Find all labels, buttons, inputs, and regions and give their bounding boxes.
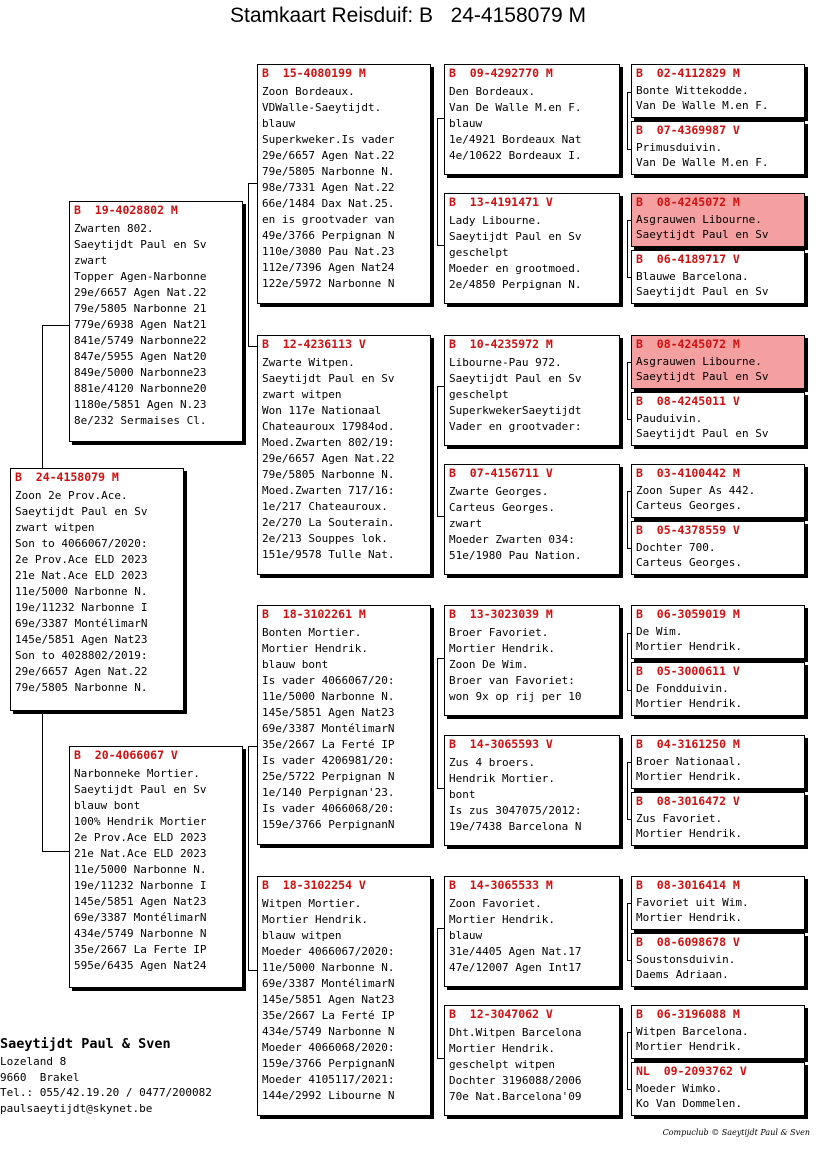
owner-name: Saeytijdt Paul & Sven (0, 1036, 171, 1052)
card-line: 100% Hendrik Mortier (74, 815, 207, 828)
card-line: 79e/5805 Narbonne 21 (74, 302, 207, 315)
connector-line (437, 516, 444, 517)
card-line: Zoon De Wim. (449, 658, 529, 671)
card-line: 21e Nat.Ace ELD 2023 (74, 847, 207, 860)
ring-number: B 12-4236113 V (262, 337, 366, 351)
card-line: Superkweker.Is vader (262, 133, 395, 146)
owner-email: paulsaeytijdt@skynet.be (0, 1101, 153, 1115)
card-line: 21e Nat.Ace ELD 2023 (15, 569, 148, 582)
card-line: Saeytijdt Paul en Sv (74, 783, 207, 796)
card-line: zwart witpen (15, 521, 95, 534)
card-line: 29e/6657 Agen Nat.22 (262, 149, 395, 162)
card-line: 849e/5000 Narbonne23 (74, 366, 207, 379)
pigeon-card-great-great-grandparent (631, 605, 805, 659)
card-line: Zwarte Witpen. (262, 356, 355, 369)
ring-number: B 19-4028802 M (74, 203, 178, 217)
ring-number: B 20-4066067 V (74, 748, 178, 762)
card-line: 159e/3766 PerpignanN (262, 818, 395, 831)
card-line: Zoon 2e Prov.Ace. (15, 489, 128, 502)
card-line: 69e/3387 MontélimarN (15, 617, 148, 630)
card-line: 779e/6938 Agen Nat21 (74, 318, 207, 331)
connector-line (42, 325, 69, 326)
ring-number: B 18-3102261 M (262, 607, 366, 621)
card-line: 2e/270 La Souterain. (262, 516, 395, 529)
card-line: geschelpt witpen (449, 1058, 555, 1071)
card-line: zwart (74, 254, 108, 267)
card-line: 69e/3387 MontélimarN (74, 911, 207, 924)
pigeon-card-great-great-grandparent (631, 1062, 805, 1116)
connector-line (248, 346, 257, 347)
connector-line (437, 928, 444, 929)
pigeon-card-great-great-grandparent (631, 792, 805, 846)
pigeon-card-great-great-grandparent (631, 662, 805, 716)
ring-number: B 08-3016414 M (636, 878, 740, 892)
card-line: 434e/5749 Narbonne N (262, 1025, 395, 1038)
card-line: Topper Agen-Narbonne (74, 270, 207, 283)
card-line: 29e/6657 Agen Nat.22 (15, 665, 148, 678)
pigeon-card-great-grandparent (444, 876, 620, 987)
card-line: 79e/5805 Narbonne N. (262, 165, 395, 178)
card-line: 2e Prov.Ace ELD 2023 (15, 553, 148, 566)
card-line: 35e/2667 La Ferte IP (74, 943, 207, 956)
pigeon-card-subject (10, 468, 184, 711)
connector-line (437, 788, 444, 789)
card-line: 35e/2667 La Ferté IP (262, 738, 395, 751)
connector-line (248, 746, 249, 970)
card-line: Broer Favoriet. (449, 626, 549, 639)
connector-line (627, 362, 628, 419)
ring-number: B 14-3065533 M (449, 878, 553, 892)
owner-city: 9660 Brakel (0, 1070, 80, 1084)
card-line: 11e/5000 Narbonne N. (262, 690, 395, 703)
card-line: VDWalle-Saeytijdt. (262, 101, 382, 114)
card-line: Is vader 4066068/20: (262, 802, 395, 815)
card-line: 144e/2992 Libourne N (262, 1089, 395, 1102)
card-line: 19e/7438 Barcelona N (449, 820, 582, 833)
card-line: 1e/140 Perpignan'23. (262, 786, 395, 799)
connector-line (627, 220, 628, 277)
connector-line (42, 851, 69, 852)
card-line: 98e/7331 Agen Nat.22 (262, 181, 395, 194)
page-title: Stamkaart Reisduif: B 24-4158079 M (229, 4, 586, 27)
card-line: Favoriet uit Wim. (636, 896, 749, 909)
connector-line (437, 118, 438, 245)
card-line: 881e/4120 Narbonne20 (74, 382, 207, 395)
card-line: Dochter 3196088/2006 (449, 1074, 582, 1087)
card-line: Mortier Hendrik. (636, 697, 742, 710)
card-line: 11e/5000 Narbonne N. (74, 863, 207, 876)
pigeon-card-great-great-grandparent (631, 121, 805, 175)
card-line: 69e/3387 MontélimarN (262, 722, 395, 735)
card-line: Saeytijdt Paul en Sv (262, 372, 395, 385)
card-line: zwart witpen (262, 388, 342, 401)
ring-number: B 04-3161250 M (636, 737, 740, 751)
card-line: 31e/4405 Agen Nat.17 (449, 945, 582, 958)
ring-number: B 05-4378559 V (636, 523, 740, 537)
pigeon-card-great-grandparent (444, 1005, 620, 1116)
card-line: Saeytijdt Paul en Sv (15, 505, 148, 518)
card-line: Carteus Georges. (449, 501, 555, 514)
pigeon-card-great-grandparent (444, 193, 620, 304)
connector-line (437, 658, 444, 659)
connector-line (248, 183, 257, 184)
card-line: 70e Nat.Barcelona'09 (449, 1090, 582, 1103)
pigeon-card-great-great-grandparent (631, 876, 805, 930)
card-line: blauw witpen (262, 929, 342, 942)
card-line: De Wim. (636, 625, 683, 638)
pigeon-card-great-great-grandparent (631, 193, 805, 247)
ring-number: B 13-4191471 V (449, 195, 553, 209)
card-line: Bonten Mortier. (262, 626, 362, 639)
card-line: blauw bont (74, 799, 141, 812)
pigeon-card-great-grandparent (444, 64, 620, 175)
card-line: Is vader 4066067/20: (262, 674, 395, 687)
connector-line (437, 1058, 444, 1059)
pigeon-card-great-great-grandparent (631, 464, 805, 518)
card-line: Hendrik Mortier. (449, 772, 555, 785)
card-line: Vader en grootvader: (449, 420, 582, 433)
card-line: 29e/6657 Agen Nat.22 (74, 286, 207, 299)
card-line: blauw bont (262, 658, 329, 671)
card-line: Den Bordeaux. (449, 85, 536, 98)
card-line: Broer van Favoriet: (449, 674, 575, 687)
card-line: Moeder 4066068/2020: (262, 1041, 395, 1054)
card-line: Saeytijdt Paul en Sv (74, 238, 207, 251)
pigeon-card-grandparent (257, 876, 431, 1116)
card-line: Zwarte Georges. (449, 485, 549, 498)
card-line: 35e/2667 La Ferté IP (262, 1009, 395, 1022)
connector-line (248, 746, 257, 747)
connector-line (437, 118, 444, 119)
pigeon-card-great-great-grandparent (631, 392, 805, 446)
connector-line (437, 245, 444, 246)
card-line: 1e/217 Chateauroux. (262, 500, 388, 513)
card-line: 19e/11232 Narbonne I (15, 601, 148, 614)
pigeon-card-father (69, 201, 243, 442)
card-line: Broer Nationaal. (636, 755, 742, 768)
card-line: 29e/6657 Agen Nat.22 (262, 452, 395, 465)
ring-number: B 06-3059019 M (636, 607, 740, 621)
card-line: Lady Libourne. (449, 214, 542, 227)
card-line: Dht.Witpen Barcelona (449, 1026, 582, 1039)
card-line: SuperkwekerSaeytijdt (449, 404, 582, 417)
card-line: 19e/11232 Narbonne I (74, 879, 207, 892)
card-line: Soustonsduivin. (636, 953, 736, 966)
card-line: Won 117e Nationaal (262, 404, 382, 417)
card-line: 145e/5851 Agen Nat23 (262, 706, 395, 719)
card-line: 110e/3080 Pau Nat.23 (262, 245, 395, 258)
pigeon-card-mother (69, 746, 243, 988)
connector-line (627, 633, 628, 690)
card-line: Zoon Bordeaux. (262, 85, 355, 98)
card-line: Saeytijdt Paul en Sv (636, 228, 769, 241)
card-line: 2e/4850 Perpignan N. (449, 278, 582, 291)
ring-number: B 07-4369987 V (636, 123, 740, 137)
ring-number: B 13-3023039 M (449, 607, 553, 621)
card-line: Asgrauwen Libourne. (636, 213, 762, 226)
card-line: Daems Adriaan. (636, 968, 729, 981)
card-line: Mortier Hendrik. (636, 911, 742, 924)
ring-number: B 18-3102254 V (262, 878, 366, 892)
ring-number: B 02-4112829 M (636, 66, 740, 80)
card-line: Carteus Georges. (636, 499, 742, 512)
card-line: Blauwe Barcelona. (636, 270, 749, 283)
ring-number: B 15-4080199 M (262, 66, 366, 80)
card-line: 79e/5805 Narbonne N. (15, 681, 148, 694)
owner-block (0, 1034, 212, 1116)
pigeon-card-great-grandparent (444, 605, 620, 716)
card-line: Dochter 700. (636, 541, 716, 554)
pigeon-card-great-great-grandparent (631, 64, 805, 118)
card-line: Moeder 4105117/2021: (262, 1073, 395, 1086)
ring-number: B 08-3016472 V (636, 794, 740, 808)
card-line: 2e Prov.Ace ELD 2023 (74, 831, 207, 844)
owner-address: Lozeland 8 (0, 1055, 67, 1068)
connector-line (42, 711, 43, 851)
connector-line (437, 386, 444, 387)
card-line: Moed.Zwarten 802/19: (262, 436, 395, 449)
card-line: Van De Walle M.en F. (636, 156, 769, 169)
card-line: blauw (262, 117, 296, 130)
card-line: 51e/1980 Pau Nation. (449, 549, 582, 562)
card-line: Zoon Super As 442. (636, 484, 756, 497)
card-line: 595e/6435 Agen Nat24 (74, 959, 207, 972)
card-line: Zwarten 802. (74, 222, 154, 235)
pigeon-card-great-great-grandparent (631, 335, 805, 389)
pigeon-card-great-great-grandparent (631, 1005, 805, 1059)
card-line: en is grootvader van (262, 213, 395, 226)
connector-line (248, 183, 249, 346)
card-line: Narbonneke Mortier. (74, 767, 200, 780)
connector-line (627, 491, 628, 548)
connector-line (437, 928, 438, 1058)
card-line: 8e/232 Sermaises Cl. (74, 414, 207, 427)
card-line: Moeder Wimko. (636, 1082, 723, 1095)
card-line: Mortier Hendrik. (636, 827, 742, 840)
card-line: Saeytijdt Paul en Sv (636, 285, 769, 298)
ring-number: B 12-3047062 V (449, 1007, 553, 1021)
pigeon-card-grandparent (257, 335, 431, 575)
card-line: Carteus Georges. (636, 556, 742, 569)
pigeon-card-grandparent (257, 605, 431, 845)
card-line: 159e/3766 PerpignanN (262, 1057, 395, 1070)
card-line: Saeytijdt Paul en Sv (636, 427, 769, 440)
card-line: 25e/5722 Perpignan N (262, 770, 395, 783)
card-line: Mortier Hendrik. (262, 913, 368, 926)
card-line: bont (449, 788, 476, 801)
owner-phone: Tel.: 055/42.19.20 / 0477/200082 (0, 1086, 212, 1099)
card-line: Saeytijdt Paul en Sv (636, 370, 769, 383)
pigeon-card-great-grandparent (444, 735, 620, 846)
card-line: geschelpt (449, 388, 509, 401)
card-line: blauw (449, 929, 483, 942)
pigeon-card-great-great-grandparent (631, 521, 805, 575)
card-line: 151e/9578 Tulle Nat. (262, 548, 395, 561)
card-line: 69e/3387 MontélimarN (262, 977, 395, 990)
connector-line (248, 970, 257, 971)
card-line: 1e/4921 Bordeaux Nat (449, 133, 582, 146)
pigeon-card-great-great-grandparent (631, 933, 805, 987)
card-line: Moed.Zwarten 717/16: (262, 484, 395, 497)
connector-line (437, 386, 438, 516)
card-line: Asgrauwen Libourne. (636, 355, 762, 368)
card-line: 112e/7396 Agen Nat24 (262, 261, 395, 274)
card-line: Moeder 4066067/2020: (262, 945, 395, 958)
card-line: Son to 4066067/2020: (15, 537, 148, 550)
card-line: Saeytijdt Paul en Sv (449, 230, 582, 243)
card-line: 145e/5851 Agen Nat23 (15, 633, 148, 646)
card-line: 11e/5000 Narbonne N. (15, 585, 148, 598)
card-line: blauw (449, 117, 483, 130)
card-line: zwart (449, 517, 483, 530)
card-line: Mortier Hendrik. (262, 642, 368, 655)
card-line: Witpen Mortier. (262, 897, 362, 910)
card-line: Mortier Hendrik. (636, 1040, 742, 1053)
card-line: Witpen Barcelona. (636, 1025, 749, 1038)
ring-number: NL 09-2093762 V (636, 1064, 747, 1078)
card-line: Ko Van Dommelen. (636, 1097, 742, 1110)
card-line: 434e/5749 Narbonne N (74, 927, 207, 940)
card-line: 2e/213 Souppes lok. (262, 532, 388, 545)
card-line: Pauduivin. (636, 412, 703, 425)
ring-number: B 09-4292770 M (449, 66, 553, 80)
card-line: Mortier Hendrik. (636, 770, 742, 783)
card-line: Mortier Hendrik. (636, 640, 742, 653)
ring-number: B 05-3000611 V (636, 664, 740, 678)
card-line: Son to 4028802/2019: (15, 649, 148, 662)
pigeon-card-great-grandparent (444, 464, 620, 575)
card-line: Saeytijdt Paul en Sv (449, 372, 582, 385)
card-line: 122e/5972 Narbonne N (262, 277, 395, 290)
connector-line (42, 325, 43, 470)
ring-number: B 08-6098678 V (636, 935, 740, 949)
card-line: geschelpt (449, 246, 509, 259)
card-line: Zoon Favoriet. (449, 897, 542, 910)
pigeon-card-grandparent (257, 64, 431, 304)
connector-line (627, 903, 628, 960)
ring-number: B 08-4245072 M (636, 195, 740, 209)
card-line: Van De Walle M.en F. (449, 101, 582, 114)
pigeon-card-great-great-grandparent (631, 250, 805, 304)
ring-number: B 03-4100442 M (636, 466, 740, 480)
connector-line (627, 762, 628, 819)
pigeon-card-great-grandparent (444, 335, 620, 446)
card-line: 66e/1484 Dax Nat.25. (262, 197, 395, 210)
ring-number: B 07-4156711 V (449, 466, 553, 480)
card-line: 47e/12007 Agen Int17 (449, 961, 582, 974)
card-line: Is zus 3047075/2012: (449, 804, 582, 817)
connector-line (627, 1032, 628, 1089)
card-line: 1180e/5851 Agen N.23 (74, 398, 207, 411)
pigeon-card-great-great-grandparent (631, 735, 805, 789)
card-line: Moeder en grootmoed. (449, 262, 582, 275)
card-line: Zus 4 broers. (449, 756, 536, 769)
card-line: Zus Favoriet. (636, 812, 723, 825)
card-line: Is vader 4206981/20: (262, 754, 395, 767)
card-line: Bonte Wittekodde. (636, 84, 749, 97)
card-line: 49e/3766 Perpignan N (262, 229, 395, 242)
card-line: Chateauroux 17984od. (262, 420, 395, 433)
connector-line (627, 92, 628, 149)
card-line: 4e/10622 Bordeaux I. (449, 149, 582, 162)
ring-number: B 24-4158079 M (15, 470, 119, 484)
ring-number: B 08-4245072 M (636, 337, 740, 351)
ring-number: B 14-3065593 V (449, 737, 553, 751)
connector-line (437, 658, 438, 788)
card-line: Libourne-Pau 972. (449, 356, 562, 369)
ring-number: B 06-4189717 V (636, 252, 740, 266)
card-line: won 9x op rij per 10 (449, 690, 582, 703)
card-line: Mortier Hendrik. (449, 642, 555, 655)
ring-number: B 08-4245011 V (636, 394, 740, 408)
card-line: Van De Walle M.en F. (636, 99, 769, 112)
card-line: De Fondduivin. (636, 682, 729, 695)
ring-number: B 10-4235972 M (449, 337, 553, 351)
card-line: Mortier Hendrik. (449, 913, 555, 926)
card-line: 145e/5851 Agen Nat23 (74, 895, 207, 908)
card-line: Moeder Zwarten 034: (449, 533, 575, 546)
card-line: 79e/5805 Narbonne N. (262, 468, 395, 481)
card-line: 847e/5955 Agen Nat20 (74, 350, 207, 363)
card-line: Mortier Hendrik. (449, 1042, 555, 1055)
card-line: 11e/5000 Narbonne N. (262, 961, 395, 974)
card-line: Primusduivin. (636, 141, 723, 154)
ring-number: B 06-3196088 M (636, 1007, 740, 1021)
card-line: 145e/5851 Agen Nat23 (262, 993, 395, 1006)
card-line: 841e/5749 Narbonne22 (74, 334, 207, 347)
footer-credit: Compuclub © Saeytijdt Paul & Sven (662, 1128, 810, 1137)
